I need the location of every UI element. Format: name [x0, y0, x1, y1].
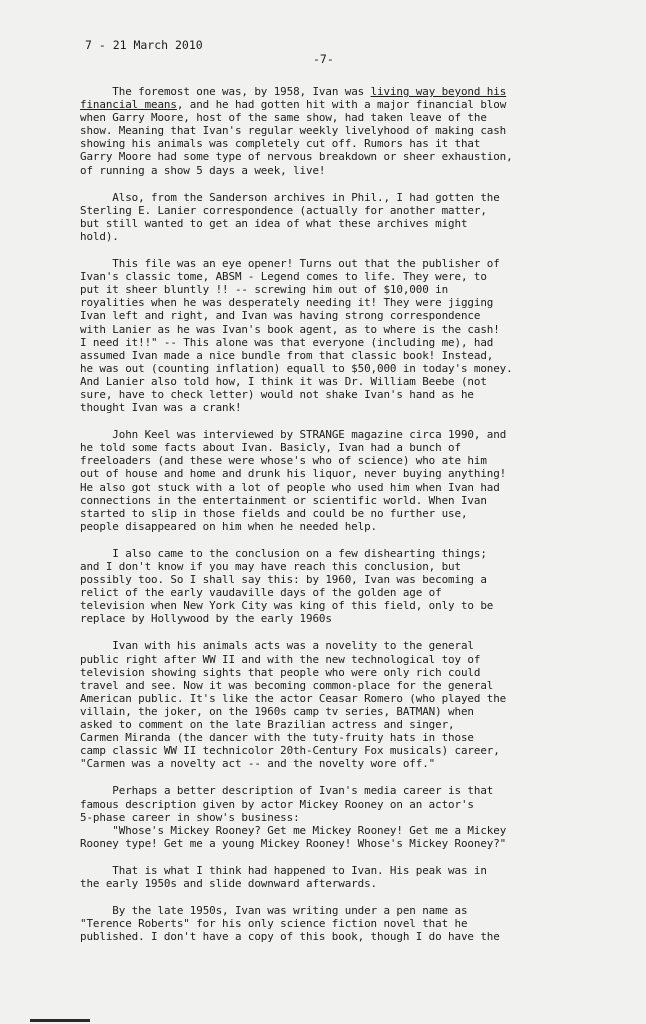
document-date: 7 - 21 March 2010	[85, 38, 203, 52]
page-number: -7-	[313, 52, 334, 66]
paragraph-8: That is what I think had happened to Ivan. His peak was in the early 1950s and slide downward afterwards.	[80, 863, 487, 890]
document-body	[80, 85, 592, 957]
underlined-phrase-b: financial means	[80, 98, 177, 112]
paragraph-9: By the late 1950s, Ivan was writing under a pen name as "Terence Roberts" for his only science fiction novel that he published. I don't have a copy of this book, though I do have the	[80, 904, 500, 944]
paragraph-7: Perhaps a better description of Ivan's media career is that famous description given by actor Mickey Rooney on an actor's 5-phase career in show's business: "Whose's Mickey Rooney? Get me Mickey Rooney! Get me a Mickey Rooney type! Get me a young Mickey Rooney! Whose's Mickey Rooney?"	[80, 784, 507, 850]
paragraph-1-lead: The foremost one was, by 1958, Ivan was	[80, 85, 371, 98]
paragraph-3: This file was an eye opener! Turns out that the publisher of Ivan's classic tome, ABSM - Legend comes to life. They were, to put it sheer bluntly !! -- screwing him out of $10,000 in royalities when he was desperately needing it! They were jigging Ivan left and right, and Ivan was having strong correspondence with Lanier as he was Ivan's book agent, as to where is the cash! I need it!!" -- This alone was that everyone (including me), had assumed Ivan made a nice bundle from that classic book! Instead, he was out (counting inflation) equall to $50,000 in today's money. And Lanier also told how, I think it was Dr. William Beebe (not sure, have to check letter) would not shake Ivan's hand as he thought Ivan was a crank!	[80, 257, 513, 415]
paragraph-1	[80, 85, 592, 177]
page-edge-mark	[30, 1019, 90, 1022]
paragraph-2: Also, from the Sanderson archives in Phil., I had gotten the Sterling E. Lanier correspondence (actually for another matter, but still wanted to get an idea of what these archives might hold).	[80, 190, 500, 243]
paragraph-5: I also came to the conclusion on a few dishearting things; and I don't know if you may have reach this conclusion, but possibly too. So I shall say this: by 1960, Ivan was becoming a relict of the early vaudaville days of the golden age of television when New York City was king of this field, only to be replace by Hollywood by the early 1960s	[80, 546, 494, 626]
paragraph-1-rest: , and he had gotten hit with a major financial blow when Garry Moore, host of the same show, had taken leave of the show. Meaning that Ivan's regular weekly livelyhood of making cash showing his animals was completely cut off. Rumors has it that Garry Moore had some type of nervous breakdown or sheer exhaustion, of running a show 5 days a week, live!	[80, 98, 513, 177]
paragraph-6: Ivan with his animals acts was a novelity to the general public right after WW II and with the new technological toy of television showing sights that people who were only rich could travel and see. Now it was becoming common-place for the general American public. It's like the actor Ceasar Romero (who played the villain, the joker, on the 1960s camp tv series, BATMAN) when asked to comment on the late Brazilian actress and singer, Carmen Miranda (the dancer with the tuty-fruity hats in those camp classic WW II technicolor 20th-Century Fox musicals) career, "Carmen was a novelty act -- and the novelty wore off."	[80, 639, 507, 771]
paragraph-4: John Keel was interviewed by STRANGE magazine circa 1990, and he told some facts about Ivan. Basicly, Ivan had a bunch of freeloaders (and these were whose's who of science) who ate him out of house and home and drunk his liquor, never buying anything! He also got stuck with a lot of people who used him when Ivan had connections in the entertainment or scientific world. When Ivan started to slip in those fields and could be no further use, people disappeared on him when he needed help.	[80, 428, 507, 533]
underlined-phrase-a: living way beyond his	[370, 85, 507, 98]
